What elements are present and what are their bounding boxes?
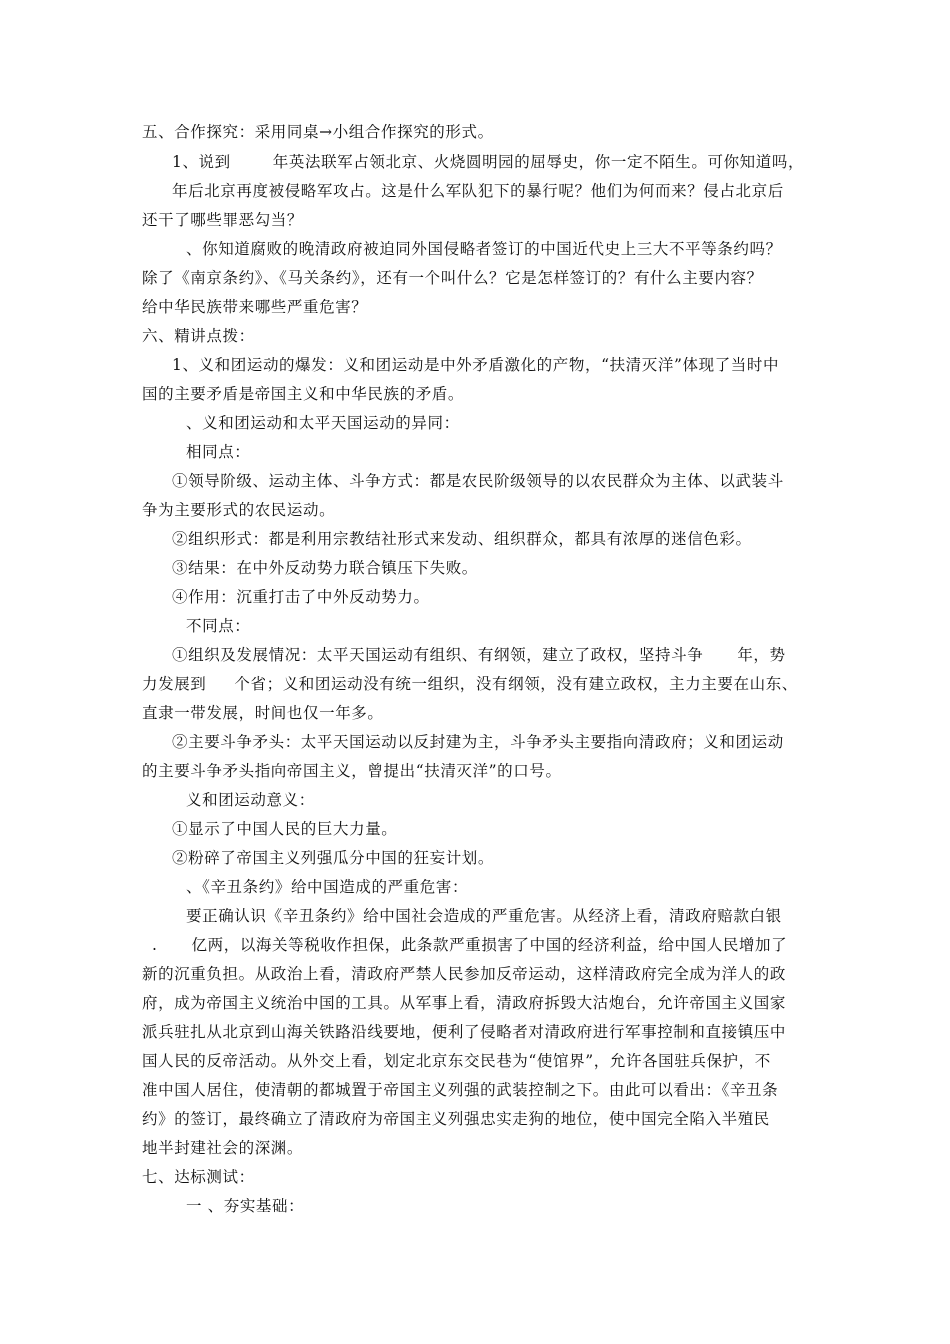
paragraph-line: ③结果：在中外反动势力联合镇压下失败。 [172,559,478,577]
paragraph-line: ②粉碎了帝国主义列强瓜分中国的狂妄计划。 [172,849,495,867]
paragraph-line: 争为主要形式的农民运动。 [142,501,336,519]
paragraph-line: 力发展到 个省；义和团运动没有统一组织，没有纲领，没有建立政权，主力主要在山东、 [142,675,798,693]
paragraph-line: ②主要斗争矛头：太平天国运动以反封建为主，斗争矛头主要指向清政府；义和团运动 [172,733,784,751]
paragraph-line: 要正确认识《辛丑条约》给中国社会造成的严重危害。从经济上看，清政府赔款白银 [186,907,782,925]
paragraph-line: 准中国人居住，使清朝的都城置于帝国主义列强的武装控制之下。由此可以看出：《辛丑条 [142,1081,779,1099]
section-6-heading: 六、精讲点拨： [142,327,255,345]
paragraph-line: 给中华民族带来哪些严重危害？ [142,298,368,316]
section-5-heading: 五、合作探究：采用同桌→小组合作探究的形式。 [142,123,494,141]
paragraph-line: 1、义和团运动的爆发：义和团运动是中外矛盾激化的产物，“扶清灭洋”体现了当时中 [172,356,780,374]
paragraph-line: 国的主要矛盾是帝国主义和中华民族的矛盾。 [142,385,465,403]
subheading: 义和团运动意义： [186,791,315,809]
paragraph-line: ①显示了中国人民的巨大力量。 [172,820,398,838]
paragraph-line: 新的沉重负担。从政治上看，清政府严禁人民参加反帝运动，这样清政府完全成为洋人的政 [142,965,787,983]
paragraph-line: 除了《南京条约》、《马关条约》，还有一个叫什么？它是怎样签订的？有什么主要内容？ [142,269,763,287]
paragraph-line: 派兵驻扎从北京到山海关铁路沿线要地，便利了侵略者对清政府进行军事控制和直接镇压中 [142,1023,787,1041]
paragraph-line: 、你知道腐败的晚清政府被迫同外国侵略者签订的中国近代史上三大不平等条约吗？ [186,240,782,258]
paragraph-line: 年后北京再度被侵略军攻占。这是什么军队犯下的暴行呢？他们为何而来？侵占北京后 [172,182,784,200]
paragraph-line: 约》的签订，最终确立了清政府为帝国主义列强忠实走狗的地位，使中国完全陷入半殖民 [142,1110,770,1128]
paragraph-line: 还干了哪些罪恶勾当？ [142,211,304,229]
paragraph-line: 直隶一带发展，时间也仅一年多。 [142,704,384,722]
paragraph-line: 国人民的反帝活动。从外交上看，划定北京东交民巷为“使馆界”，允许各国驻兵保护，不 [142,1052,771,1070]
section-7-heading: 七、达标测试： [142,1168,255,1186]
paragraph-line: . 亿两，以海关等税收作担保，此条款严重损害了中国的经济利益，给中国人民增加了 [152,936,788,954]
paragraph-line: 地半封建社会的深渊。 [142,1139,304,1157]
paragraph-line: 府，成为帝国主义统治中国的工具。从军事上看，清政府拆毁大沽炮台，允许帝国主义国家 [142,994,787,1012]
subheading: 、《辛丑条约》给中国造成的严重危害： [186,878,469,896]
paragraph-line: 的主要斗争矛头指向帝国主义，曾提出“扶清灭洋”的口号。 [142,762,562,780]
paragraph-line: ②组织形式：都是利用宗教结社形式来发动、组织群众，都具有浓厚的迷信色彩。 [172,530,752,548]
subheading: 相同点： [186,443,251,461]
paragraph-line: 1、说到 年英法联军占领北京、火烧圆明园的屈辱史，你一定不陌生。可你知道吗， [172,153,805,171]
subheading: 不同点： [186,617,251,635]
subheading: 一 、夯实基础： [186,1197,305,1215]
paragraph-line: ①组织及发展情况：太平天国运动有组织、有纲领，建立了政权，坚持斗争 年，势 [172,646,786,664]
paragraph-line: ①领导阶级、运动主体、斗争方式：都是农民阶级领导的以农民群众为主体、以武装斗 [172,472,784,490]
paragraph-line: ④作用：沉重打击了中外反动势力。 [172,588,430,606]
paragraph-line: 、义和团运动和太平天国运动的异同： [186,414,460,432]
